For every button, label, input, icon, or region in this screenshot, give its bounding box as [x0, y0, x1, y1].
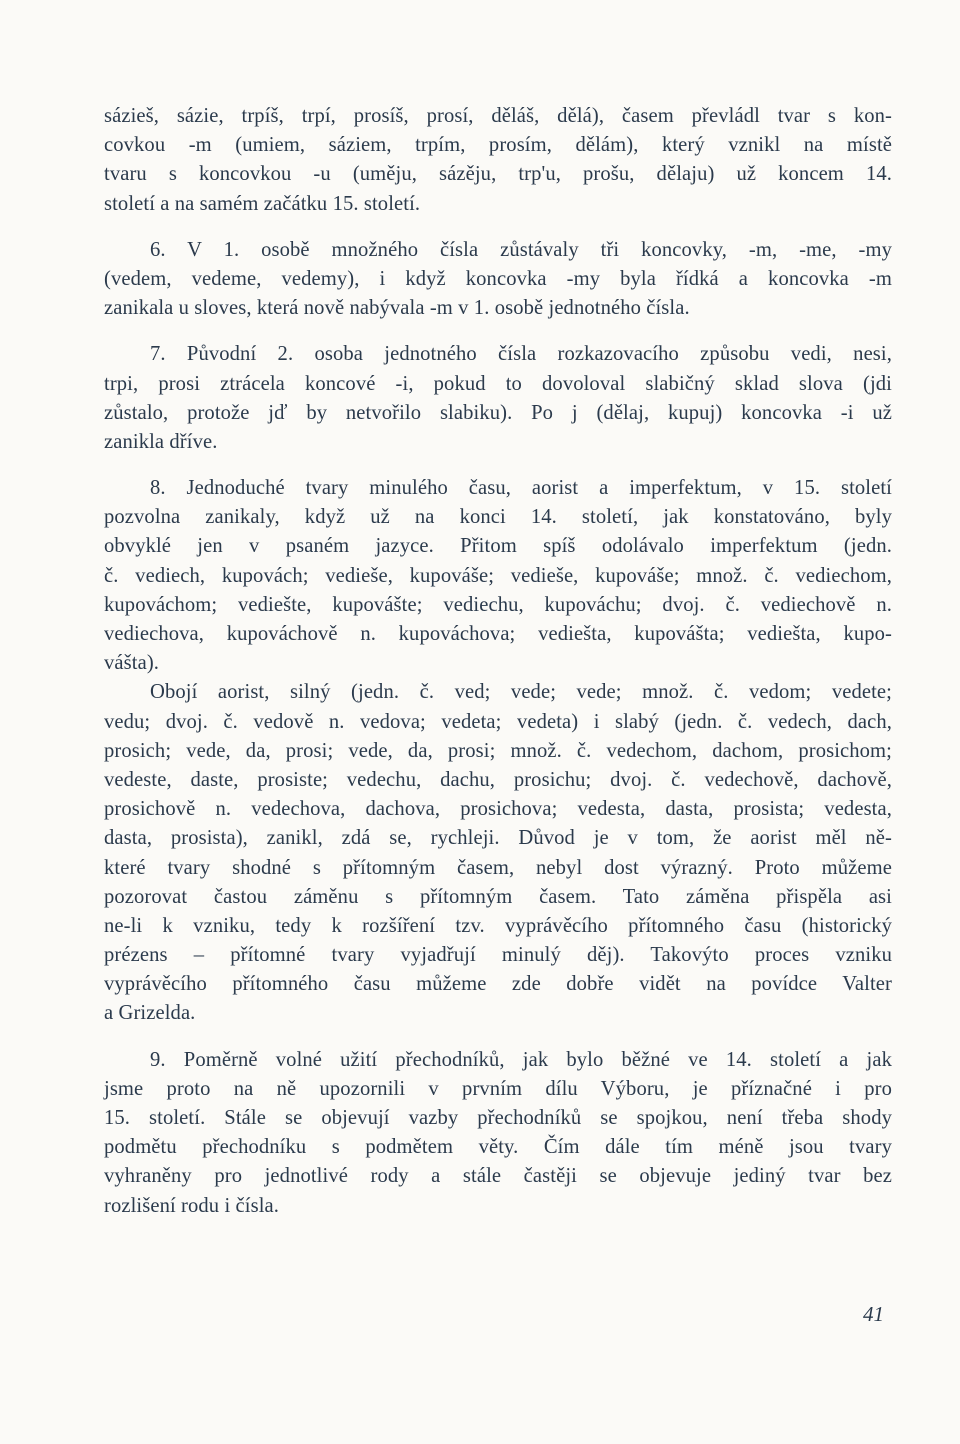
text-line: obvyklé jen v psaném jazyce. Přitom spíš odolávalo imperfektum (jedn.: [104, 535, 892, 558]
text-line: ne-li k vzniku, tedy k rozšíření tzv. vyprávěcího přítomného času (historický: [104, 914, 892, 937]
text-line: tvaru s koncovkou -u (uměju, sázěju, trp'u, prošu, dělaju) už koncem 14.: [104, 163, 892, 186]
text-line: zanikala u sloves, která nově nabývala -m v 1. osobě jednotného čísla.: [104, 297, 690, 320]
text-line: zůstalo, protože jď by netvořilo slabiku). Po j (dělaj, kupuj) koncovka -i už: [104, 401, 892, 424]
text-line: kupováchom; vediešte, kupovášte; vediechu, kupováchu; dvoj. č. vediechově n.: [104, 593, 892, 616]
text-line: vediechova, kupováchově n. kupováchova; vediešta, kupovášta; vediešta, kupo-: [104, 623, 892, 645]
text-line: 8. Jednoduché tvary minulého času, aorist a imperfektum, v 15. století: [150, 477, 892, 500]
text-line: vyhraněny pro jednotlivé rody a stále častěji se objevuje jediný tvar bez: [104, 1165, 892, 1188]
text-line: zanikla dříve.: [104, 430, 218, 453]
text-line: vedu; dvoj. č. vedově n. vedova; vedeta; vedeta) i slabý (jedn. č. vedech, dach,: [104, 710, 892, 733]
text-line: Obojí aorist, silný (jedn. č. ved; vede; vede; množ. č. vedom; vedete;: [150, 681, 892, 704]
text-line: prosich; vede, da, prosi; vede, da, prosi; množ. č. vedechom, dachom, prosichom;: [104, 739, 892, 762]
text-line: 15. století. Stále se objevují vazby přechodníků se spojkou, není třeba shody: [104, 1107, 892, 1129]
text-line: 9. Poměrně volné užití přechodníků, jak bylo běžné ve 14. století a jak: [150, 1048, 892, 1071]
text-line: jsme proto na ně upozornili v prvním dílu Výboru, je příznačné i pro: [104, 1077, 892, 1100]
text-line: vedeste, daste, prosiste; vedechu, dachu, prosichu; dvoj. č. vedechově, dachově,: [104, 768, 892, 791]
text-line: dasta, prosista), zanikl, zdá se, rychleji. Důvod je v tom, že aorist měl ně-: [104, 827, 892, 850]
text-line: 7. Původní 2. osoba jednotného čísla rozkazovacího způsobu vedi, nesi,: [150, 343, 892, 366]
text-line: prézens – přítomné tvary vyjadřují minulý děj). Takovýto proces vzniku: [104, 944, 892, 967]
text-line: století a na samém začátku 15. století.: [104, 192, 421, 215]
text-line: pozvolna zanikaly, když už na konci 14. století, jak konstatováno, byly: [104, 506, 892, 529]
text-line: vášta).: [104, 652, 160, 675]
text-line: a Grizelda.: [104, 1002, 196, 1025]
text-line: trpi, prosi ztrácela koncové -i, pokud to dovoloval slabičný sklad slova (jdi: [104, 372, 892, 395]
text-line: č. vediech, kupovách; vedieše, kupováše; vedieše, kupováše; množ. č. vediechom,: [104, 564, 892, 587]
text-line: sázieš, sázie, trpíš, trpí, prosíš, prosí, děláš, dělá), časem převládl tvar s kon-: [104, 105, 892, 127]
text-line: které tvary shodné s přítomným časem, nebyl dost výrazný. Proto můžeme: [104, 856, 892, 879]
text-line: (vedem, vedeme, vedemy), i když koncovka -my byla řídká a koncovka -m: [104, 267, 892, 290]
text-line: rozlišení rodu i čísla.: [104, 1194, 280, 1217]
text-line: prosichově n. vedechova, dachova, prosichova; vedesta, dasta, prosista; vedesta,: [104, 798, 892, 821]
text-line: vyprávěcího přítomného času můžeme zde dobře vidět na povídce Valter: [104, 973, 892, 996]
body-text: [104, 102, 892, 1221]
text-line: podmětu přechodníku s podmětem věty. Čím dále tím méně jsou tvary: [104, 1136, 892, 1159]
text-line: 6. V 1. osobě množného čísla zůstávaly tři koncovky, -m, -me, -my: [150, 238, 892, 261]
text-line: pozorovat častou záměnu s přítomným časem. Tato záměna přispěla asi: [104, 885, 892, 908]
page-number: 41: [863, 1302, 884, 1326]
text-line: covkou -m (umiem, sáziem, trpím, prosím, dělám), který vznikl na místě: [104, 134, 892, 157]
